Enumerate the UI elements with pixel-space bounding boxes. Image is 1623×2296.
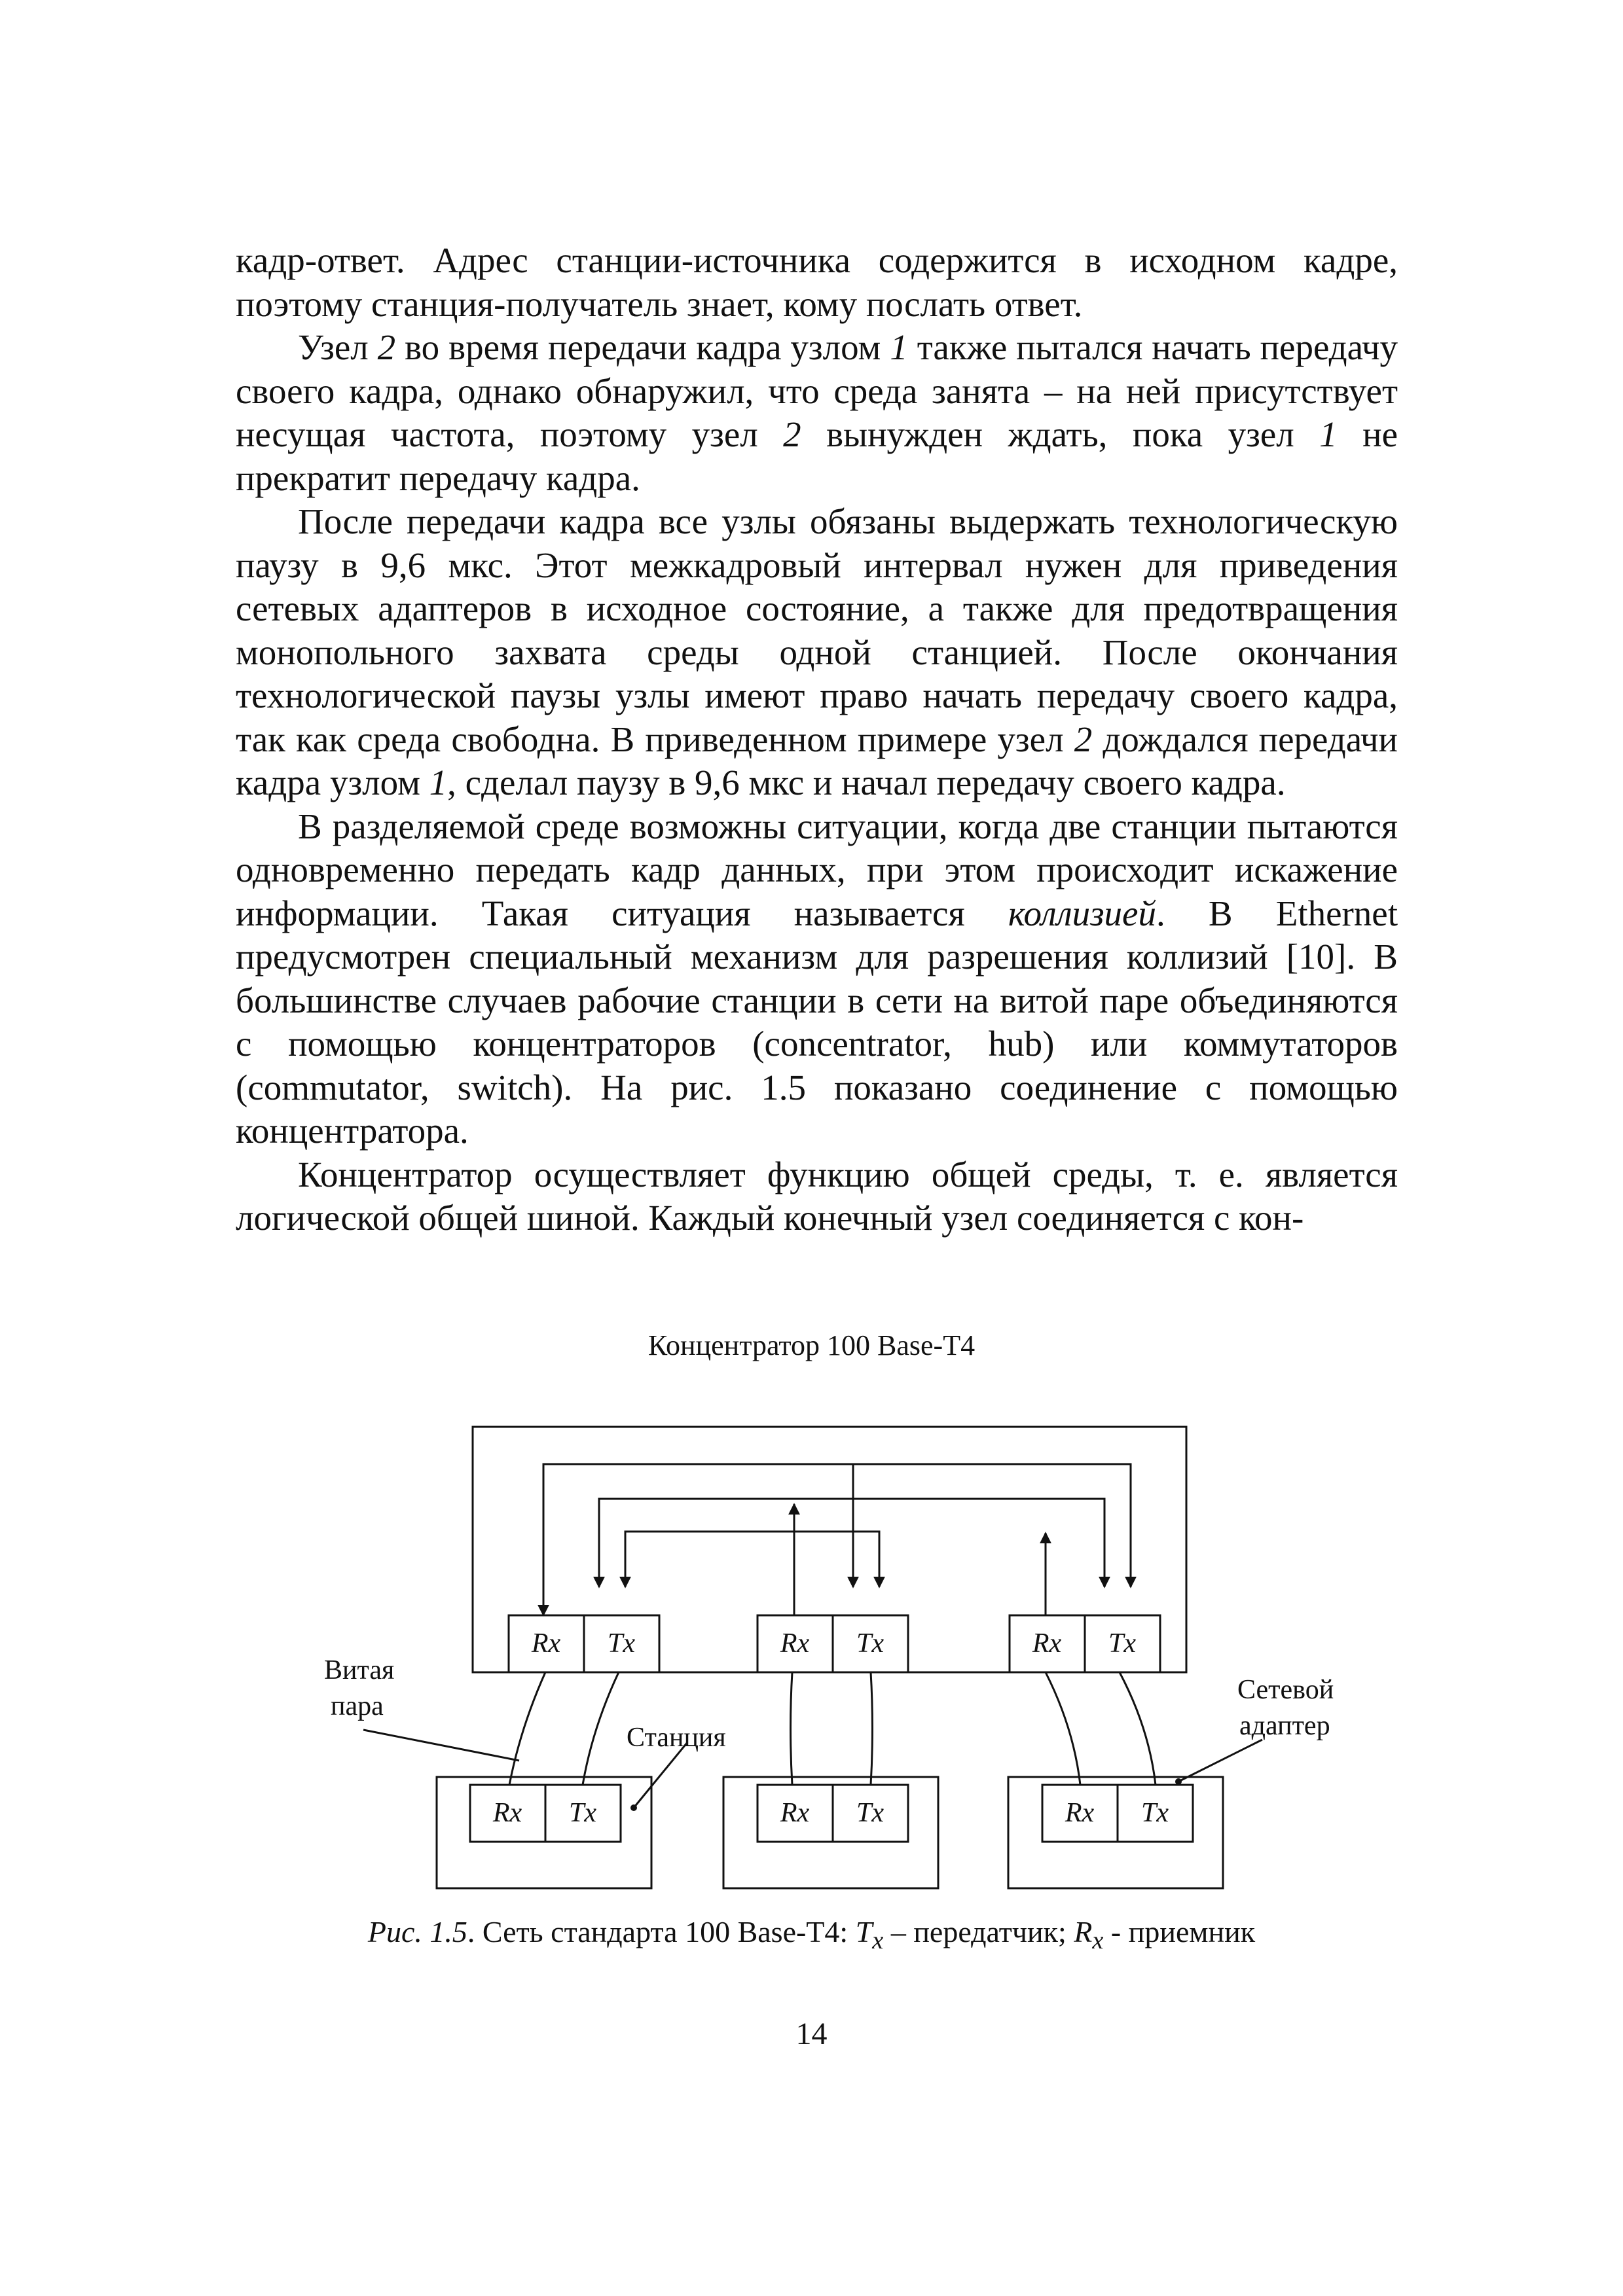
station-1-tx-label: Tx <box>569 1798 596 1828</box>
caption-tx-sub: x <box>872 1927 884 1955</box>
figure-caption <box>0 1914 1623 1955</box>
italic-run: 1 <box>890 327 908 367</box>
leader-adapter <box>1178 1740 1262 1782</box>
paragraph <box>236 805 1398 1153</box>
italic-run: 1 <box>1319 414 1338 454</box>
hub-tx-2-label: Tx <box>856 1628 884 1659</box>
text-run: не прекратит передачу кадра. <box>236 414 1398 498</box>
label-twisted-pair-1: Витая <box>324 1655 395 1685</box>
caption-tx-symbol: T <box>855 1915 873 1948</box>
label-station: Станция <box>627 1723 726 1753</box>
station-2-rx-label: Rx <box>780 1798 810 1828</box>
text-run: также пытался начать передачу своего кадра, однако обнаружил, что среда занята – на ней присутствует несущая частота, поэтому узел <box>236 327 1398 454</box>
cable-2b <box>871 1672 873 1785</box>
text-run: кадр-ответ. Адрес станции-источника содержится в исходном кадре, поэтому станция-получатель знает, кому послать ответ. <box>236 240 1398 324</box>
cable-3b <box>1120 1672 1156 1785</box>
label-adapter-1: Сетевой <box>1237 1675 1334 1705</box>
caption-text-2: – передатчик; <box>883 1915 1074 1948</box>
label-twisted-pair-2: пара <box>331 1691 384 1721</box>
italic-run: 2 <box>1074 719 1093 759</box>
text-run: Узел <box>298 327 378 367</box>
hub-rx-3-label: Rx <box>1032 1628 1062 1659</box>
bus-line-2 <box>599 1499 1104 1587</box>
caption-prefix: Рис. 1.5 <box>367 1915 467 1948</box>
italic-run: 2 <box>783 414 801 454</box>
station-3-box <box>1008 1777 1223 1888</box>
caption-rx-sub: x <box>1092 1927 1104 1955</box>
text-run: , сделал паузу в 9,6 мкс и начал передачу своего кадра. <box>447 762 1286 802</box>
bus-line-1 <box>543 1464 1131 1615</box>
hub-tx-3-label: Tx <box>1108 1628 1136 1659</box>
text-run: во время передачи кадра узлом <box>395 327 890 367</box>
italic-run: 2 <box>377 327 396 367</box>
station-dot <box>630 1804 637 1811</box>
bus-line-3 <box>625 1532 879 1587</box>
adapter-dot <box>1175 1778 1182 1785</box>
page-number: 14 <box>795 2017 828 2051</box>
cable-1a <box>509 1672 545 1785</box>
cable-3a <box>1046 1672 1080 1785</box>
caption-text-3: - приемник <box>1103 1915 1256 1948</box>
diagram-title: Концентратор 100 Base-T4 <box>647 1329 976 1361</box>
text-run: После передачи кадра все узлы обязаны выдержать технологическую паузу в 9,6 мкс. Этот межкадровый интервал нужен для приведения сетевых адаптеров в исходное состояние, а также для предотвращения монопольного захвата среды одной станцией. После окончания технологической паузы узлы имеют право начать передачу своего кадра, так как среда свободна. В приведенном примере узел <box>236 501 1398 759</box>
italic-run: 1 <box>429 762 448 802</box>
station-2-box <box>723 1777 938 1888</box>
hub-tx-1-label: Tx <box>608 1628 635 1659</box>
text-run: . В Ethernet предусмотрен специальный механизм для разрешения коллизий [10]. В большинстве случаев рабочие станции в сети на витой паре объединяются с помощью концентраторов (concentrator, hub) или коммутаторов (commutator, switch). На рис. 1.5 показано соединение с помощью концентратора. <box>236 893 1398 1151</box>
body-text <box>236 239 1398 1240</box>
station-2-tx-label: Tx <box>856 1798 884 1828</box>
caption-text-1: . Сеть стандарта 100 Base-T4: <box>467 1915 856 1948</box>
italic-run: коллизией <box>1008 893 1156 933</box>
paragraph <box>236 1153 1398 1240</box>
label-adapter-2: адаптер <box>1239 1711 1330 1741</box>
paragraph <box>236 239 1398 326</box>
caption-rx-symbol: R <box>1074 1915 1093 1948</box>
leader-twisted-pair <box>363 1730 519 1761</box>
hub-rx-2-label: Rx <box>780 1628 810 1659</box>
station-1-rx-label: Rx <box>492 1798 522 1828</box>
text-run: дождался передачи кадра узлом <box>236 719 1398 802</box>
paragraph <box>236 500 1398 805</box>
station-1-box <box>437 1777 651 1888</box>
network-diagram <box>0 1374 1623 1911</box>
text-run: вынужден ждать, пока узел <box>801 414 1320 454</box>
station-3-rx-label: Rx <box>1065 1798 1095 1828</box>
text-run: В разделяемой среде возможны ситуации, когда две станции пытаются одновременно передать кадр данных, при этом происходит искажение информации. Такая ситуация называется <box>236 806 1398 933</box>
cable-2a <box>791 1672 793 1785</box>
hub-rx-1-label: Rx <box>531 1628 561 1659</box>
text-run: Концентратор осуществляет функцию общей среды, т. е. является логической общей шиной. Каждый конечный узел соединяется с кон- <box>236 1154 1398 1238</box>
station-3-tx-label: Tx <box>1141 1798 1169 1828</box>
cable-1b <box>583 1672 619 1785</box>
paragraph <box>236 326 1398 500</box>
